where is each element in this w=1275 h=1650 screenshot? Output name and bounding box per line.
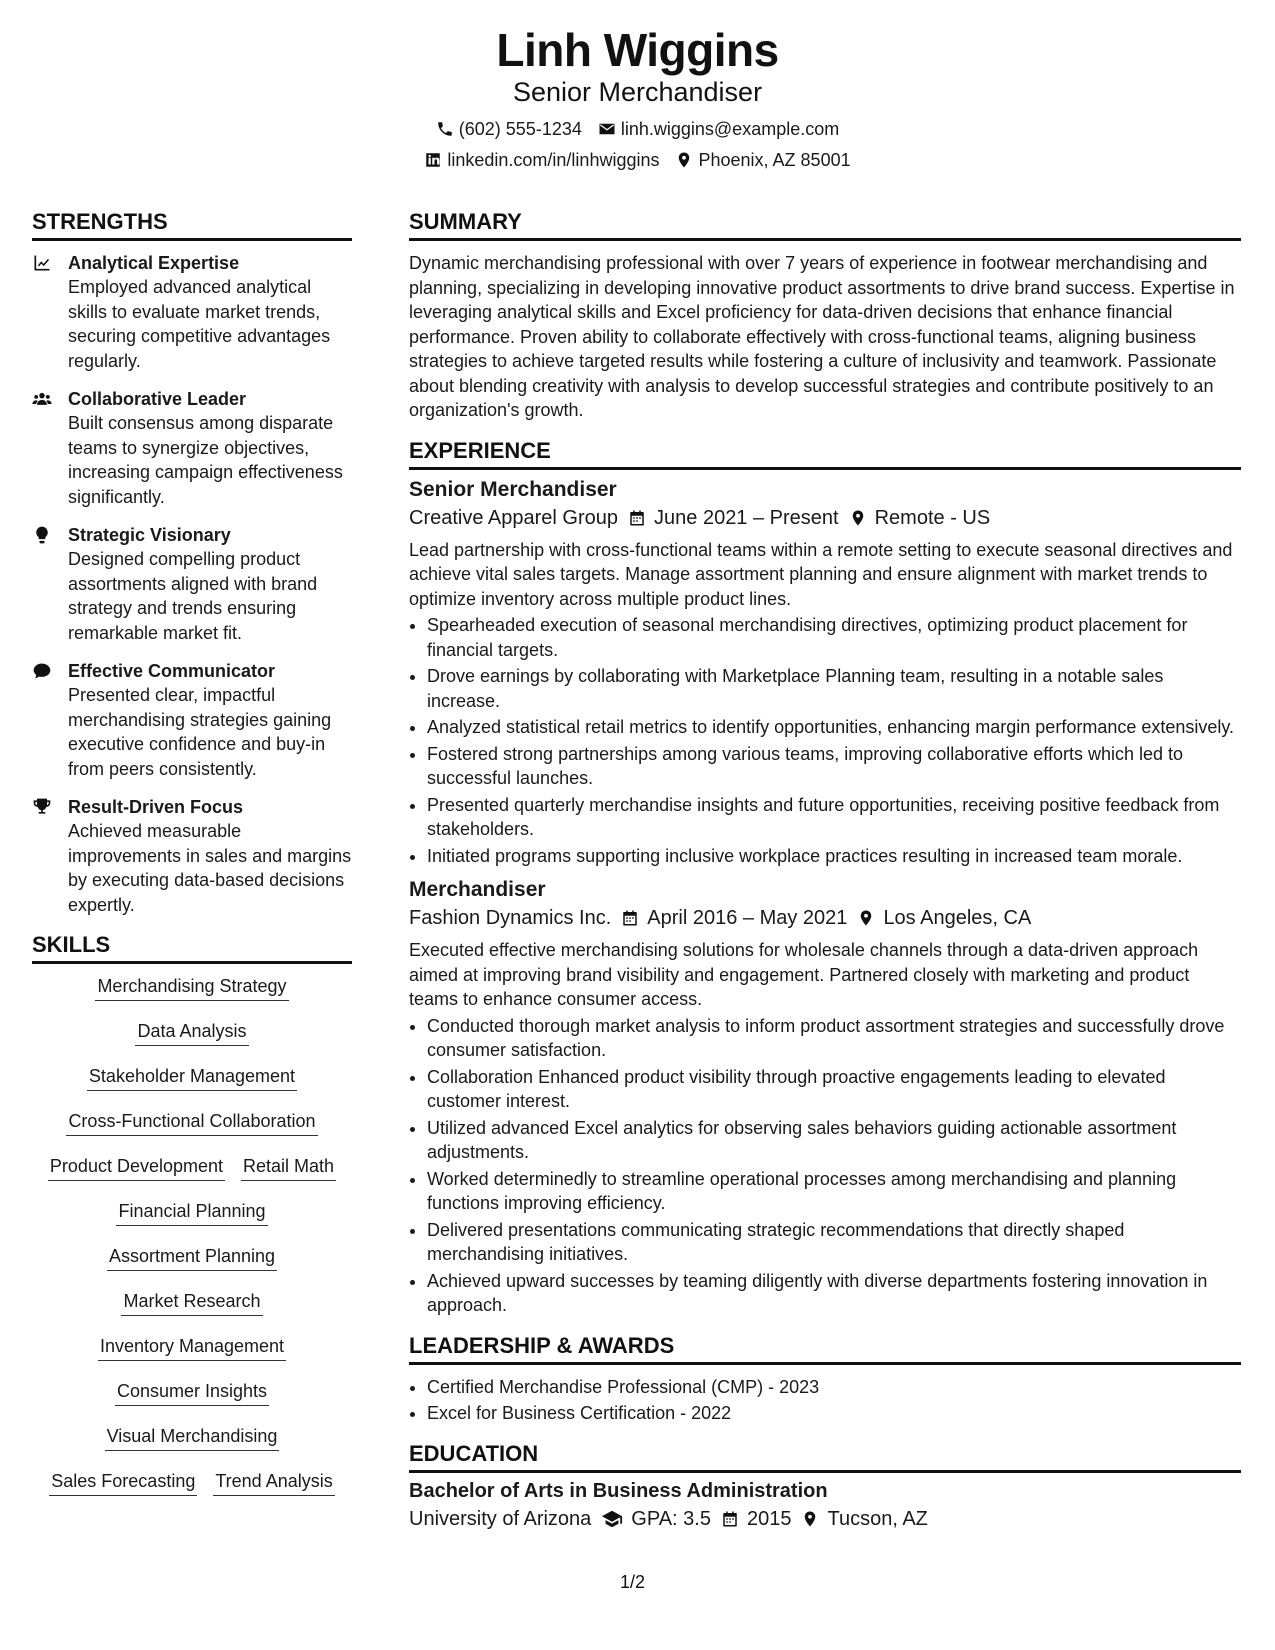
education-meta — [409, 1505, 1241, 1533]
candidate-name: Linh Wiggins — [496, 24, 779, 76]
awards-heading: LEADERSHIP & AWARDS — [409, 1332, 1241, 1365]
strengths-heading: STRENGTHS — [32, 208, 352, 241]
skill-tag: Inventory Management — [98, 1334, 286, 1361]
job-description: Executed effective merchandising solutions for wholesale channels through a data-driven approach aimed at improving brand visibility and engagement. Partnered closely with marketing and product teams to enhance consumer access. — [409, 940, 1199, 1009]
job-dates: April 2016 – May 2021 — [647, 907, 848, 929]
skill-tag: Trend Analysis — [213, 1469, 334, 1496]
contact-row-1 — [0, 118, 1275, 140]
summary-text: Dynamic merchandising professional with over 7 years of experience in footwear merchandising and planning, specializing in developing innovative product assortments to drive brand success. Expertise in leveraging analytical skills and Excel proficiency for data-driven decisions that enhance financial performance. Proven ability to collaborate effectively with cross-functional teams, aligning business strategies to achieve targeted results while fostering a culture of inclusivity and teamwork. Passionate about blending creativity with analysis to develop successful strategies and contribute positively to an organization's growth. — [409, 253, 1235, 420]
list-item: • Delivered presentations communicating strategic recommendations that directly shaped merchandising initiatives. — [427, 1218, 1241, 1267]
email-text[interactable]: linh.wiggins@example.com — [620, 119, 840, 139]
strength-desc: Built consensus among disparate teams to synergize objectives, increasing campaign effectiveness significantly. — [68, 413, 343, 507]
list-item: • Conducted thorough market analysis to inform product assortment strategies and successfully drove consumer satisfaction. — [427, 1014, 1241, 1063]
calendar-icon — [621, 909, 639, 927]
graduation-cap-icon — [601, 1508, 623, 1530]
job-entry — [409, 476, 1241, 869]
map-pin-icon — [857, 909, 875, 927]
list-item: • Worked determinedly to streamline operational processes among merchandising and planning functions improving efficiency. — [427, 1167, 1241, 1216]
contact-phone — [436, 118, 582, 140]
job-dates: June 2021 – Present — [654, 506, 839, 529]
strength-title: Effective Communicator — [68, 661, 276, 681]
job-location: Los Angeles, CA — [883, 907, 1032, 929]
list-item: • Analyzed statistical retail metrics to identify opportunities, enhancing margin performance extensively. — [427, 715, 1241, 740]
strength-item — [32, 387, 352, 509]
lightbulb-icon — [32, 525, 52, 545]
list-item: • Fostered strong partnerships among various teams, improving collaborative efforts which led to successful launches. — [427, 742, 1241, 791]
education-school: University of Arizona — [409, 1507, 592, 1530]
location-text: Phoenix, AZ 85001 — [698, 150, 851, 170]
contact-row-2 — [0, 149, 1275, 171]
contact-email[interactable] — [598, 118, 839, 140]
job-role: Merchandiser — [409, 878, 546, 901]
strength-title: Result-Driven Focus — [68, 797, 244, 817]
skill-tag: Financial Planning — [116, 1199, 267, 1226]
map-pin-icon — [675, 151, 693, 169]
list-item: • Collaboration Enhanced product visibility through proactive engagements leading to elevated customer interest. — [427, 1065, 1241, 1114]
skill-tag: Assortment Planning — [107, 1244, 277, 1271]
strength-item — [32, 251, 352, 373]
contact-linkedin[interactable] — [424, 149, 659, 171]
education-heading: EDUCATION — [409, 1440, 1241, 1473]
map-pin-icon — [849, 509, 867, 527]
strength-desc: Achieved measurable improvements in sales and margins by executing data-based decisions expertly. — [68, 821, 352, 915]
chart-line-icon — [32, 253, 52, 273]
strength-title: Analytical Expertise — [68, 253, 240, 273]
contact-location — [675, 149, 850, 171]
page-number: 1/2 — [620, 1572, 646, 1592]
phone-icon — [436, 120, 454, 138]
education-location: Tucson, AZ — [827, 1507, 928, 1530]
map-pin-icon — [801, 1510, 819, 1528]
job-bullets — [409, 1014, 1241, 1318]
list-item: • Presented quarterly merchandise insights and future opportunities, receiving positive feedback from stakeholders. — [427, 793, 1241, 842]
skill-tag: Data Analysis — [135, 1019, 248, 1046]
skill-tag: Sales Forecasting — [49, 1469, 197, 1496]
skill-tag: Stakeholder Management — [87, 1064, 297, 1091]
strength-item — [32, 795, 352, 917]
job-bullets — [409, 613, 1241, 868]
job-role: Senior Merchandiser — [409, 477, 617, 501]
list-item: • Excel for Business Certification - 2022 — [427, 1401, 1241, 1426]
candidate-title: Senior Merchandiser — [512, 77, 763, 107]
list-item: • Certified Merchandise Professional (CMP) - 2023 — [427, 1375, 1241, 1400]
strength-desc: Presented clear, impactful merchandising strategies gaining executive confidence and buy-in from peers consistently. — [68, 685, 332, 779]
job-company: Fashion Dynamics Inc. — [409, 907, 612, 929]
phone-text: (602) 555-1234 — [458, 119, 582, 139]
strength-title: Strategic Visionary — [68, 525, 231, 545]
education-year: 2015 — [746, 1507, 792, 1530]
strength-desc: Employed advanced analytical skills to evaluate market trends, securing competitive advantages regularly. — [68, 277, 331, 371]
envelope-icon — [598, 120, 616, 138]
awards-list — [409, 1375, 1241, 1426]
job-location: Remote - US — [874, 506, 991, 529]
skill-tag: Market Research — [121, 1289, 262, 1316]
strength-item — [32, 659, 352, 781]
list-item: • Utilized advanced Excel analytics for observing sales behaviors guiding actionable assortment adjustments. — [427, 1116, 1241, 1165]
left-column — [32, 208, 352, 1514]
skills-list — [32, 974, 352, 1514]
list-item: • Drove earnings by collaborating with Marketplace Planning team, resulting in a notable sales increase. — [427, 664, 1241, 713]
list-item: • Initiated programs supporting inclusive workplace practices resulting in increased team morale. — [427, 844, 1241, 869]
skill-tag: Visual Merchandising — [105, 1424, 280, 1451]
skill-tag: Consumer Insights — [115, 1379, 269, 1406]
education-gpa: GPA: 3.5 — [631, 1507, 711, 1530]
job-description: Lead partnership with cross-functional teams within a remote setting to execute seasonal directives and achieve vital sales targets. Manage assortment planning and ensure alignment with market trends to optimize inventory across multiple product lines. — [409, 539, 1233, 609]
linkedin-icon — [424, 151, 442, 169]
skill-tag: Retail Math — [241, 1154, 336, 1181]
list-item: • Spearheaded execution of seasonal merchandising directives, optimizing product placement for financial targets. — [427, 613, 1241, 662]
trophy-icon — [32, 797, 52, 817]
job-meta — [409, 904, 1241, 932]
skills-heading: SKILLS — [32, 931, 352, 964]
linkedin-text[interactable]: linkedin.com/in/linhwiggins — [447, 150, 660, 170]
skill-tag: Product Development — [48, 1154, 225, 1181]
right-column — [409, 208, 1241, 1539]
strength-item — [32, 523, 352, 645]
skill-tag: Merchandising Strategy — [95, 974, 288, 1001]
strength-title: Collaborative Leader — [68, 389, 247, 409]
comment-icon — [32, 661, 52, 681]
strength-desc: Designed compelling product assortments aligned with brand strategy and trends ensuring remarkable market fit. — [68, 549, 318, 643]
list-item: • Achieved upward successes by teaming diligently with diverse departments fostering innovation in approach. — [427, 1269, 1241, 1318]
experience-heading: EXPERIENCE — [409, 437, 1241, 470]
skill-tag: Cross-Functional Collaboration — [66, 1109, 317, 1136]
education-degree: Bachelor of Arts in Business Administration — [409, 1479, 828, 1502]
users-icon — [32, 389, 52, 409]
calendar-icon — [628, 509, 646, 527]
resume-header — [0, 24, 1275, 171]
summary-heading: SUMMARY — [409, 208, 1241, 241]
job-entry — [409, 876, 1241, 1318]
job-company: Creative Apparel Group — [409, 506, 619, 529]
calendar-icon — [721, 1510, 739, 1528]
job-meta — [409, 504, 1241, 532]
